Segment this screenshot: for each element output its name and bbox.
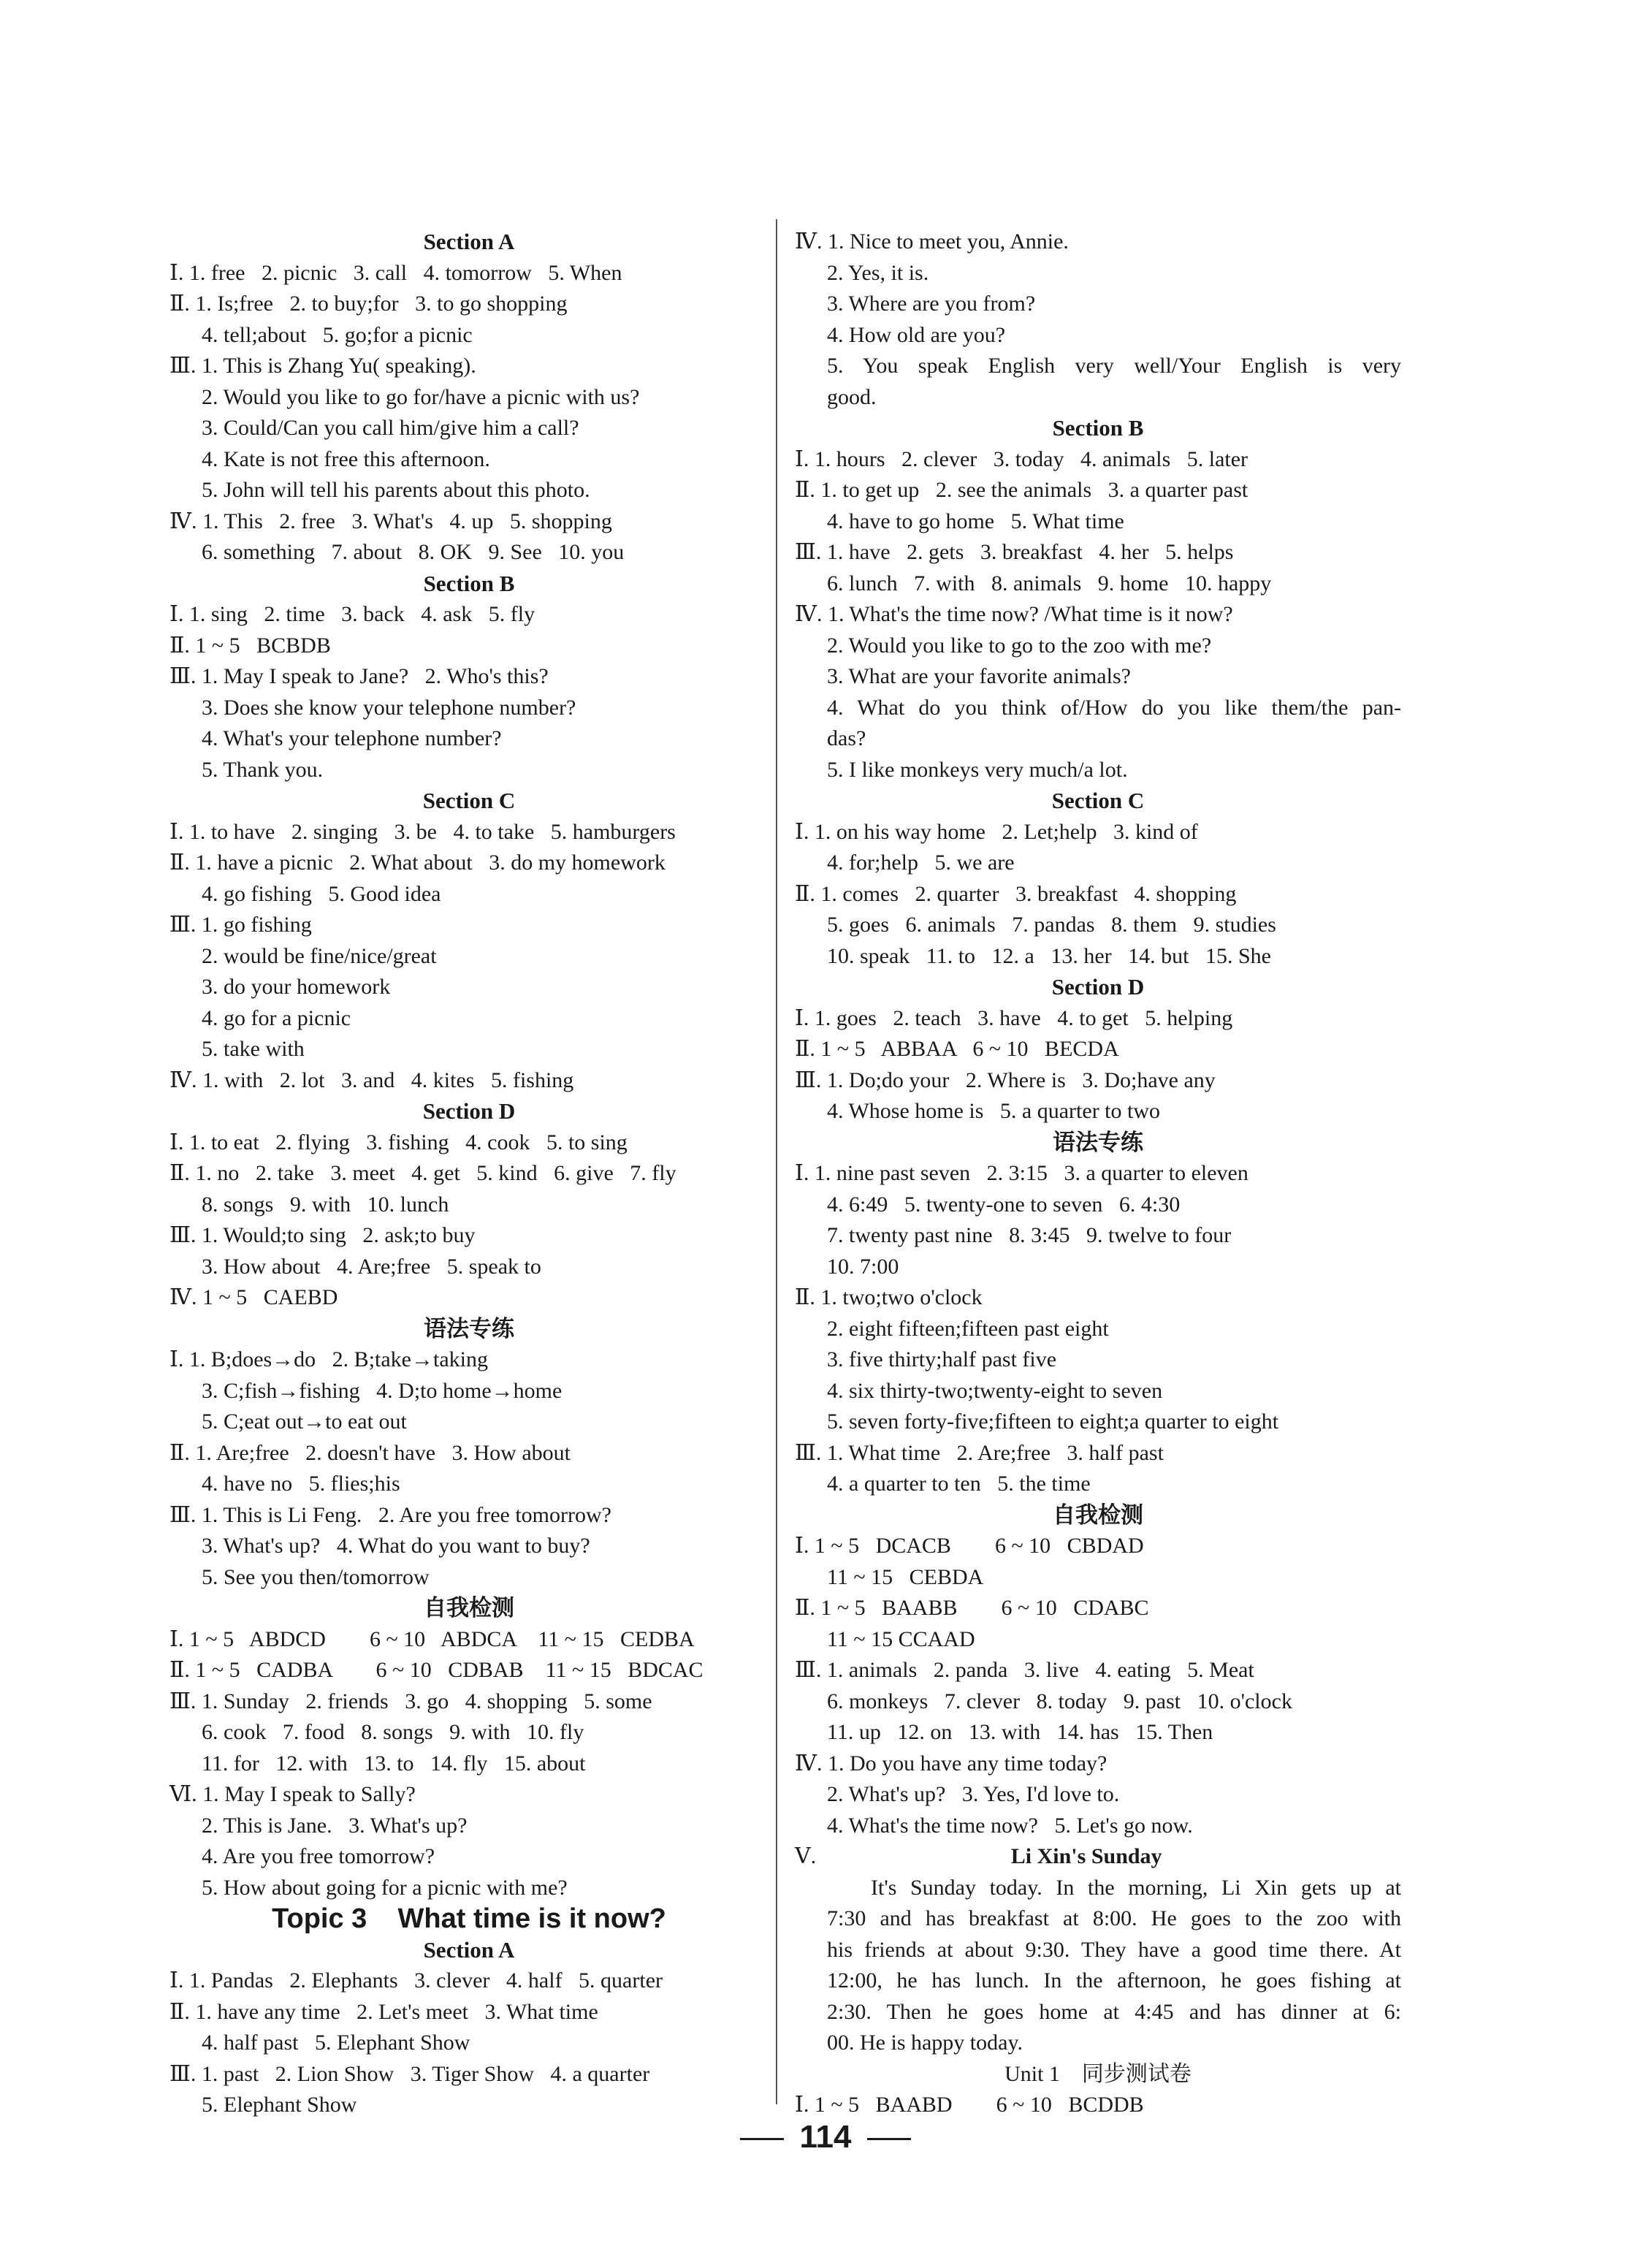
answer-line: Ⅱ. 1 ~ 5 BAABB 6 ~ 10 CDABC bbox=[795, 1596, 1149, 1620]
answer-line: Ⅰ. 1 ~ 5 ABDCD 6 ~ 10 ABDCA 11 ~ 15 CEDBA bbox=[169, 1626, 695, 1651]
answer-line: Ⅲ. 1. This is Li Feng. 2. Are you free tomorrow? bbox=[169, 1502, 611, 1527]
answer-line: 2:30. Then he goes home at 4:45 and has dinner at 6: bbox=[827, 1999, 1401, 2024]
answer-line: Ⅱ. 1. to get up 2. see the animals 3. a quarter past bbox=[795, 478, 1248, 502]
answer-line: Ⅰ. 1 ~ 5 BAABD 6 ~ 10 BCDDB bbox=[795, 2093, 1144, 2117]
dash-left bbox=[740, 2138, 784, 2140]
answer-line: Ⅱ. 1. Are;free 2. doesn't have 3. How about bbox=[169, 1440, 571, 1465]
answer-line: Ⅲ. 1. past 2. Lion Show 3. Tiger Show 4. a quarter bbox=[169, 2061, 650, 2086]
answer-line: Ⅱ. 1. no 2. take 3. meet 4. get 5. kind 6. give 7. fly bbox=[169, 1161, 676, 1185]
answer-line: 7:30 and has breakfast at 8:00. He goes to the zoo with bbox=[827, 1906, 1401, 1930]
answer-line: 5. seven forty-five;fifteen to eight;a quarter to eight bbox=[827, 1409, 1279, 1434]
answer-line: Ⅳ. 1 ~ 5 CAEBD bbox=[169, 1285, 338, 1309]
answer-line: 3. Could/Can you call him/give him a call? bbox=[202, 416, 579, 440]
section-heading: 自我检测 bbox=[424, 1595, 514, 1621]
answer-line: Unit 1 同步测试卷 bbox=[1004, 2061, 1191, 2086]
answer-line: 4. have to go home 5. What time bbox=[827, 509, 1124, 533]
answer-line: Ⅲ. 1. What time 2. Are;free 3. half past bbox=[795, 1440, 1164, 1465]
answer-line: 3. How about 4. Are;free 5. speak to bbox=[202, 1254, 541, 1279]
answer-line: Ⅰ. 1. nine past seven 2. 3:15 3. a quarter to eleven bbox=[795, 1161, 1248, 1185]
answer-line: Ⅱ. 1 ~ 5 CADBA 6 ~ 10 CDBAB 11 ~ 15 BDCAC bbox=[169, 1658, 704, 1682]
answer-line: 4. Are you free tomorrow? bbox=[202, 1844, 435, 1868]
answer-line: 6. lunch 7. with 8. animals 9. home 10. happy bbox=[827, 571, 1272, 595]
answer-line: 5. take with bbox=[202, 1037, 305, 1061]
answer-line: 10. 7:00 bbox=[827, 1254, 899, 1279]
answer-line: Ⅱ. 1 ~ 5 BCBDB bbox=[169, 633, 331, 658]
answer-line: 5. C;eat out→to eat out bbox=[202, 1409, 407, 1434]
answer-line: Ⅳ. 1. What's the time now? /What time is it now? bbox=[795, 602, 1233, 626]
answer-line: 4. 6:49 5. twenty-one to seven 6. 4:30 bbox=[827, 1192, 1181, 1217]
left-answer-column bbox=[169, 227, 769, 2121]
answer-line: 8. songs 9. with 10. lunch bbox=[202, 1192, 449, 1217]
answer-line bbox=[795, 1841, 1401, 1873]
answer-line: 4. have no 5. flies;his bbox=[202, 1472, 400, 1496]
answer-line: 4. What's the time now? 5. Let's go now. bbox=[827, 1813, 1193, 1838]
answer-line: 4. Whose home is 5. a quarter to two bbox=[827, 1099, 1161, 1123]
answer-line: 5. You speak English very well/Your English is very bbox=[827, 354, 1401, 378]
answer-line: 4. How old are you? bbox=[827, 322, 1006, 347]
answer-line: 3. What are your favorite animals? bbox=[827, 664, 1131, 688]
item-number: Ⅴ. bbox=[795, 1844, 817, 1868]
answer-line: 2. Yes, it is. bbox=[827, 260, 929, 285]
answer-line: 3. Does she know your telephone number? bbox=[202, 695, 576, 720]
section-heading: 语法专练 bbox=[1053, 1129, 1143, 1155]
right-answer-column bbox=[795, 227, 1401, 2121]
answer-line: 7. twenty past nine 8. 3:45 9. twelve to four bbox=[827, 1223, 1232, 1247]
answer-line: 4. for;help 5. we are bbox=[827, 850, 1015, 875]
answer-line: 4. six thirty-two;twenty-eight to seven bbox=[827, 1378, 1163, 1403]
answer-line: 2. eight fifteen;fifteen past eight bbox=[827, 1316, 1109, 1341]
answer-line: Ⅲ. 1. Do;do your 2. Where is 3. Do;have any bbox=[795, 1068, 1216, 1092]
answer-line: 11. up 12. on 13. with 14. has 15. Then bbox=[827, 1720, 1213, 1744]
answer-line: Ⅱ. 1. Is;free 2. to buy;for 3. to go shopping bbox=[169, 292, 568, 316]
answer-line: Ⅰ. 1. sing 2. time 3. back 4. ask 5. fly bbox=[169, 602, 535, 626]
answer-line: Ⅱ. 1. have any time 2. Let's meet 3. What time bbox=[169, 1999, 598, 2024]
answer-line: Ⅳ. 1. Do you have any time today? bbox=[795, 1751, 1107, 1776]
answer-line: Ⅰ. 1. on his way home 2. Let;help 3. kind of bbox=[795, 819, 1198, 844]
answer-line: Ⅰ. 1. hours 2. clever 3. today 4. animals 5. later bbox=[795, 446, 1248, 471]
answer-line: 4. tell;about 5. go;for a picnic bbox=[202, 322, 473, 347]
answer-line: Ⅲ. 1. go fishing bbox=[169, 913, 312, 937]
answer-line: Ⅳ. 1. This 2. free 3. What's 4. up 5. shopping bbox=[169, 509, 612, 533]
answer-line: 11. for 12. with 13. to 14. fly 15. about bbox=[202, 1751, 586, 1776]
answer-line: 3. Where are you from? bbox=[827, 292, 1036, 316]
answer-line: 2. Would you like to go for/have a picnic with us? bbox=[202, 384, 640, 409]
section-heading: 语法专练 bbox=[424, 1315, 514, 1342]
dash-right bbox=[867, 2138, 911, 2140]
answer-line: 5. goes 6. animals 7. pandas 8. them 9. studies bbox=[827, 913, 1276, 937]
page-number: 114 bbox=[799, 2119, 852, 2155]
passage-title: Li Xin's Sunday bbox=[1010, 1844, 1162, 1868]
answer-line: Ⅲ. 1. This is Zhang Yu( speaking). bbox=[169, 354, 476, 378]
answer-line: Ⅳ. 1. Nice to meet you, Annie. bbox=[795, 229, 1069, 254]
answer-line: 3. C;fish→fishing 4. D;to home→home bbox=[202, 1378, 563, 1403]
answer-line: Ⅲ. 1. Sunday 2. friends 3. go 4. shopping 5. some bbox=[169, 1689, 652, 1713]
answer-line: Ⅱ. 1 ~ 5 ABBAA 6 ~ 10 BECDA bbox=[795, 1037, 1119, 1061]
answer-line: 6. cook 7. food 8. songs 9. with 10. fly bbox=[202, 1720, 584, 1744]
answer-line: Ⅱ. 1. have a picnic 2. What about 3. do my homework bbox=[169, 850, 666, 875]
answer-line: 5. John will tell his parents about this photo. bbox=[202, 478, 590, 502]
answer-line: 12:00, he has lunch. In the afternoon, he goes fishing at bbox=[827, 1968, 1401, 1993]
answer-line: 4. Kate is not free this afternoon. bbox=[202, 446, 490, 471]
answer-line: Ⅲ. 1. animals 2. panda 3. live 4. eating 5. Meat bbox=[795, 1658, 1254, 1682]
answer-line: 4. half past 5. Elephant Show bbox=[202, 2031, 470, 2055]
column-divider bbox=[776, 219, 777, 2104]
answer-line: Ⅳ. 1. with 2. lot 3. and 4. kites 5. fishing bbox=[169, 1068, 574, 1092]
answer-line: 5. How about going for a picnic with me? bbox=[202, 1875, 568, 1900]
answer-line: Ⅲ. 1. May I speak to Jane? 2. Who's this? bbox=[169, 664, 549, 688]
answer-line: 4. What's your telephone number? bbox=[202, 726, 502, 750]
answer-line: 3. five thirty;half past five bbox=[827, 1347, 1057, 1371]
answer-line: Ⅲ. 1. have 2. gets 3. breakfast 4. her 5. helps bbox=[795, 540, 1234, 564]
answer-line: It's Sunday today. In the morning, Li Xin gets up at bbox=[871, 1875, 1401, 1900]
answer-line: 11 ~ 15 CCAAD bbox=[827, 1626, 975, 1651]
answer-line: 6. monkeys 7. clever 8. today 9. past 10. o'clock bbox=[827, 1689, 1292, 1713]
answer-line: 5. Thank you. bbox=[202, 757, 324, 782]
answer-line: 4. What do you think of/How do you like them/the pan- bbox=[827, 695, 1401, 720]
section-heading: 自我检测 bbox=[1053, 1502, 1143, 1528]
answer-line: Ⅰ. 1 ~ 5 DCACB 6 ~ 10 CBDAD bbox=[795, 1534, 1144, 1558]
section-heading: Section B bbox=[423, 570, 515, 596]
answer-line: 4. go fishing 5. Good idea bbox=[202, 881, 441, 906]
section-heading: Section C bbox=[1051, 788, 1145, 813]
answer-line: 2. This is Jane. 3. What's up? bbox=[202, 1813, 468, 1838]
answer-line: Ⅰ. 1. to eat 2. flying 3. fishing 4. cook 5. to sing bbox=[169, 1130, 628, 1154]
answer-line: 00. He is happy today. bbox=[827, 2031, 1023, 2055]
section-heading: Section D bbox=[422, 1098, 516, 1124]
answer-line: 2. Would you like to go to the zoo with me? bbox=[827, 633, 1212, 658]
section-heading: Section D bbox=[1051, 974, 1145, 1000]
section-heading: Section A bbox=[423, 229, 515, 254]
answer-line: his friends at about 9:30. They have a good time there. At bbox=[827, 1937, 1401, 1962]
answer-line: Ⅰ. 1. to have 2. singing 3. be 4. to take 5. hamburgers bbox=[169, 819, 676, 844]
answer-line: 2. What's up? 3. Yes, I'd love to. bbox=[827, 1782, 1120, 1806]
answer-line: 11 ~ 15 CEBDA bbox=[827, 1564, 984, 1589]
section-heading: Topic 3 What time is it now? bbox=[272, 1903, 666, 1934]
section-heading: Section C bbox=[422, 788, 516, 813]
answer-line: Ⅱ. 1. two;two o'clock bbox=[795, 1285, 983, 1309]
answer-line: 5. Elephant Show bbox=[202, 2093, 357, 2117]
answer-line: 4. a quarter to ten 5. the time bbox=[827, 1472, 1091, 1496]
answer-line: 10. speak 11. to 12. a 13. her 14. but 15. She bbox=[827, 943, 1271, 968]
answer-line: Ⅱ. 1. comes 2. quarter 3. breakfast 4. shopping bbox=[795, 881, 1237, 906]
answer-line: Ⅰ. 1. B;does→do 2. B;take→taking bbox=[169, 1347, 488, 1371]
answer-line: Ⅰ. 1. free 2. picnic 3. call 4. tomorrow 5. When bbox=[169, 260, 622, 285]
answer-line: Ⅰ. 1. goes 2. teach 3. have 4. to get 5. helping bbox=[795, 1005, 1233, 1030]
answer-line: Ⅵ. 1. May I speak to Sally? bbox=[169, 1782, 416, 1806]
answer-line: Ⅰ. 1. Pandas 2. Elephants 3. clever 4. half 5. quarter bbox=[169, 1968, 663, 1993]
answer-line: 3. What's up? 4. What do you want to buy? bbox=[202, 1534, 590, 1558]
section-heading: Section A bbox=[423, 1936, 515, 1963]
answer-line: 5. See you then/tomorrow bbox=[202, 1564, 430, 1589]
answer-line: 2. would be fine/nice/great bbox=[202, 943, 437, 968]
answer-line: 4. go for a picnic bbox=[202, 1005, 351, 1030]
answer-line: 5. I like monkeys very much/a lot. bbox=[827, 757, 1128, 782]
section-heading: Section B bbox=[1052, 415, 1144, 441]
answer-line: 6. something 7. about 8. OK 9. See 10. you bbox=[202, 540, 625, 564]
page-number-footer bbox=[0, 2119, 1651, 2155]
answer-line: Ⅲ. 1. Would;to sing 2. ask;to buy bbox=[169, 1223, 476, 1247]
answer-line: das? bbox=[827, 726, 866, 750]
answer-line: 3. do your homework bbox=[202, 975, 391, 999]
answer-line: good. bbox=[827, 384, 877, 409]
